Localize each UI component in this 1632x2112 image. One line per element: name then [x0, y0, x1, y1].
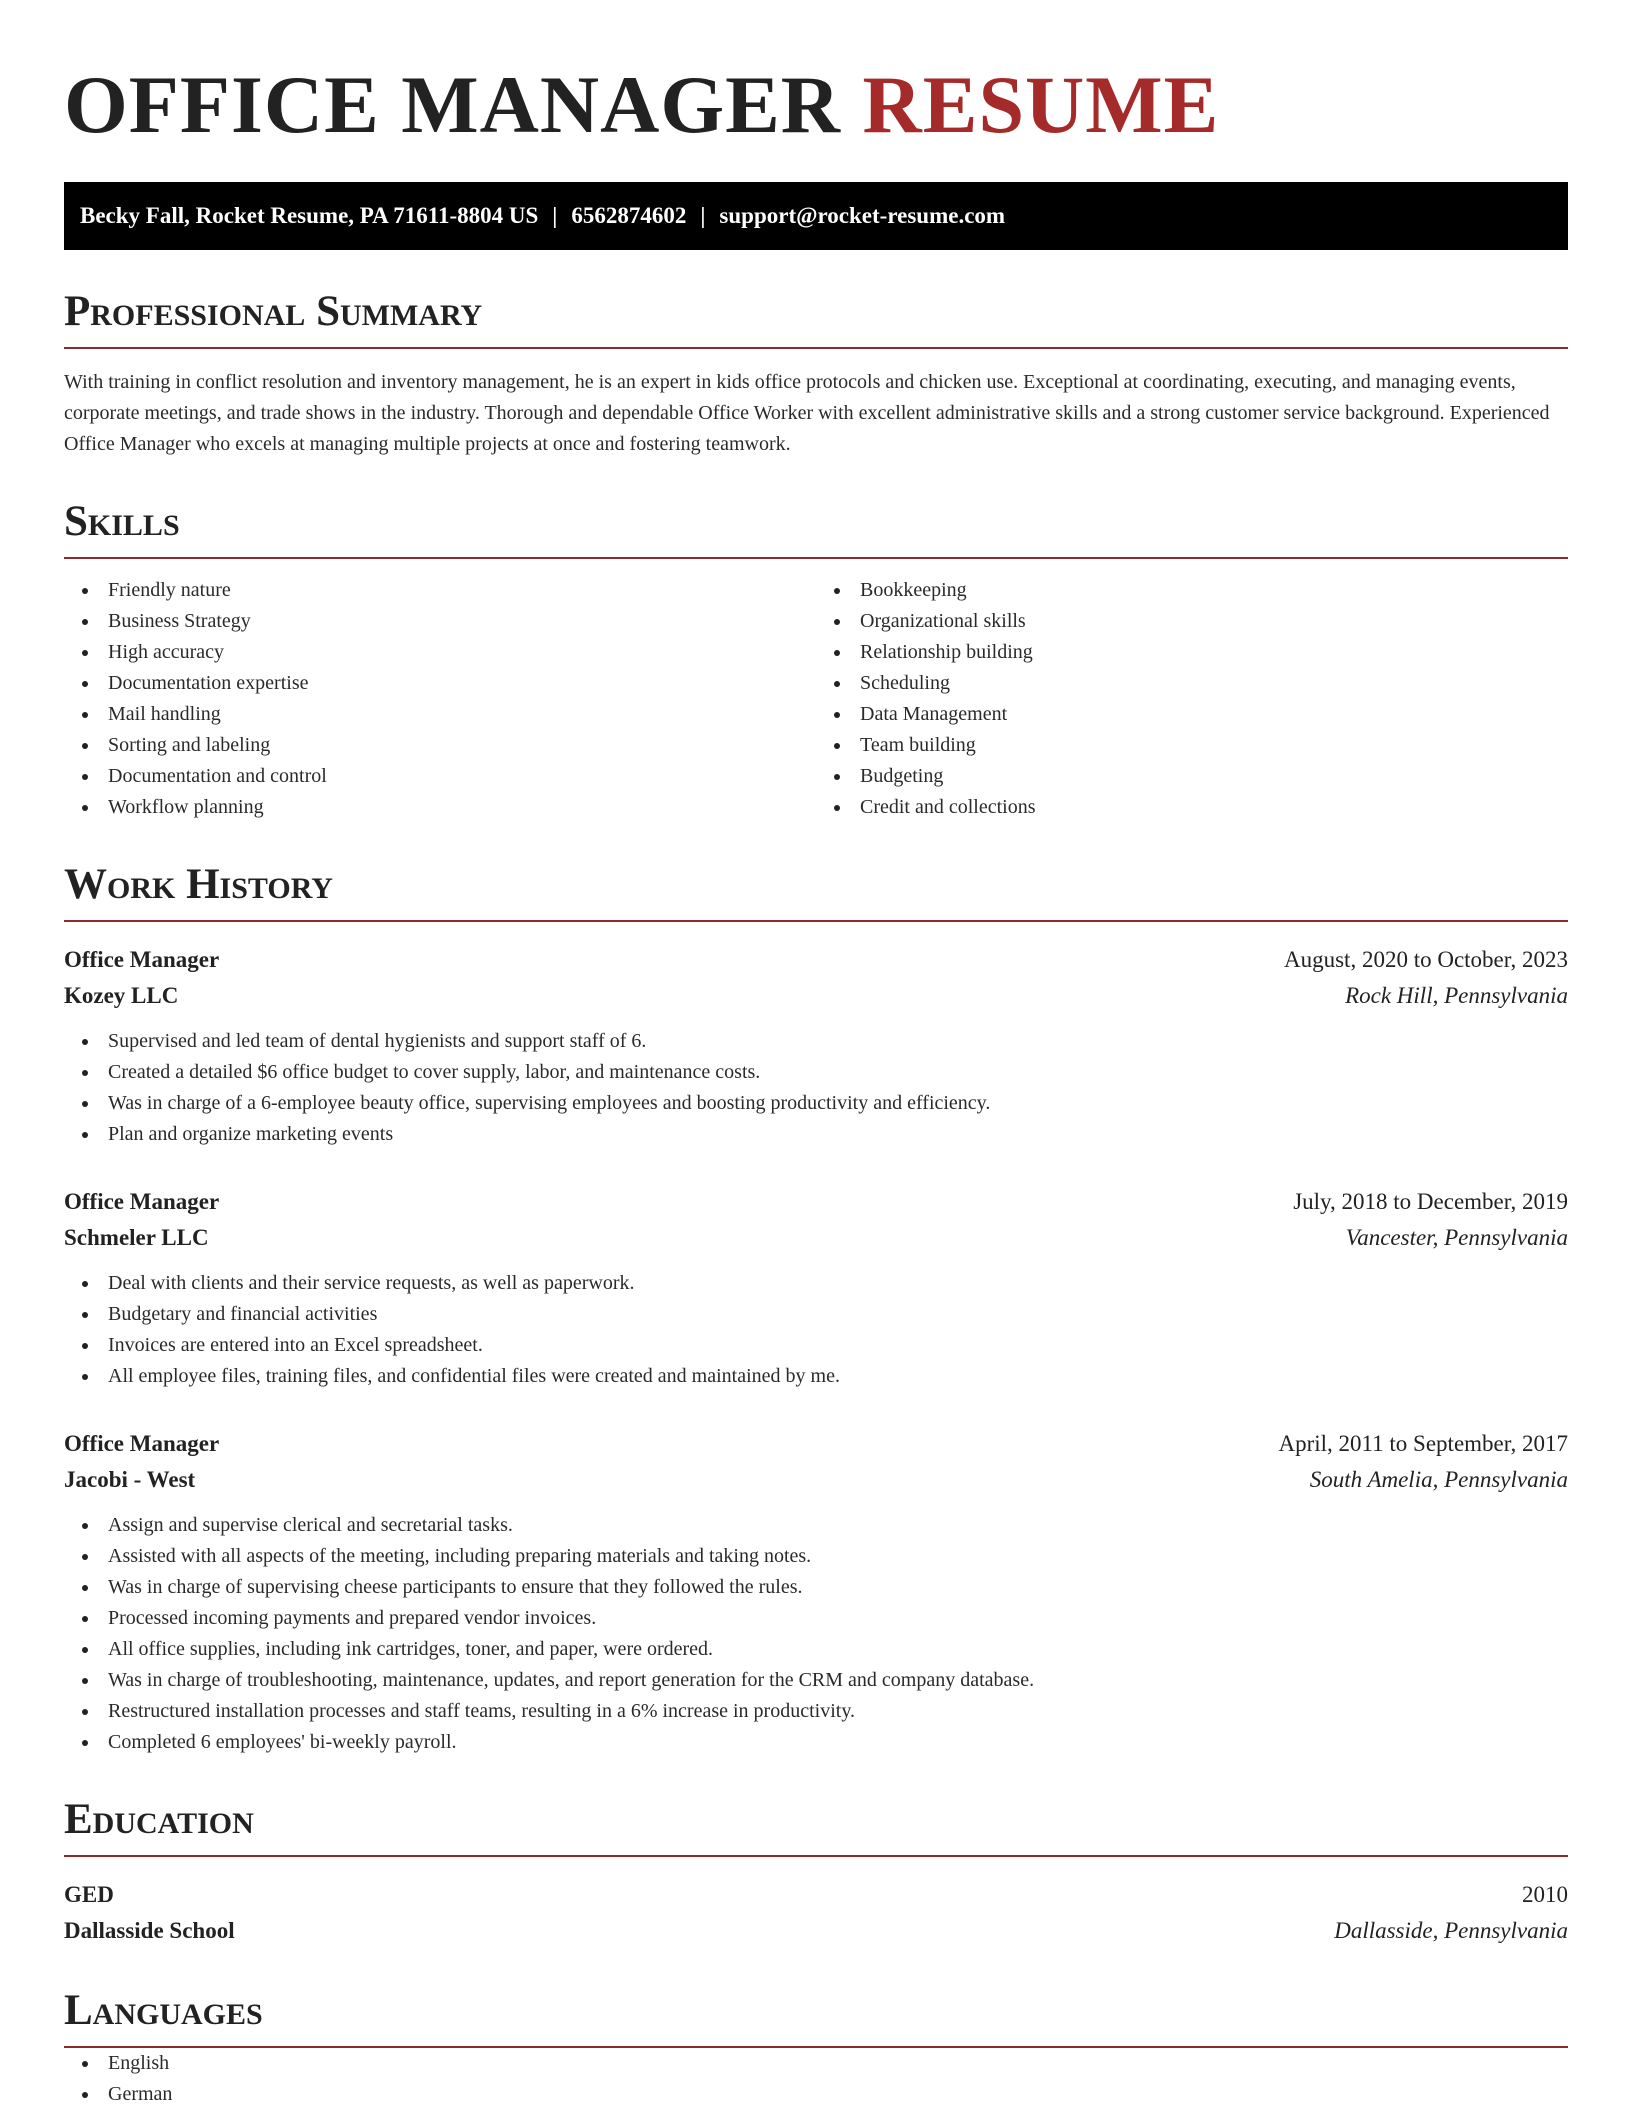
job-location: South Amelia, Pennsylvania [1309, 1467, 1568, 1492]
job-location: Vancester, Pennsylvania [1345, 1225, 1568, 1250]
language-item: English [64, 2048, 1568, 2079]
job-bullet: Plan and organize marketing events [64, 1119, 1568, 1150]
skill-item: Scheduling [816, 668, 1568, 699]
language-item: German [64, 2079, 1568, 2110]
section-heading-education: Education [64, 1798, 1568, 1857]
job-company-row [64, 1462, 1568, 1498]
skill-item: Workflow planning [64, 792, 816, 823]
job-entry [64, 942, 1568, 1150]
job-entry [64, 1184, 1568, 1392]
skill-item: Credit and collections [816, 792, 1568, 823]
job-company: Schmeler LLC [64, 1225, 209, 1250]
title-accent: RESUME [862, 59, 1220, 150]
section-heading-work: Work History [64, 863, 1568, 922]
job-title-row [64, 1184, 1568, 1220]
skill-item: Budgeting [816, 761, 1568, 792]
skill-item: High accuracy [64, 637, 816, 668]
skills-list-left [64, 575, 816, 823]
job-location: Rock Hill, Pennsylvania [1345, 983, 1568, 1008]
job-title-row [64, 942, 1568, 978]
job-bullet: Was in charge of a 6-employee beauty office, supervising employees and boosting productivity and efficiency. [64, 1088, 1568, 1119]
skill-item: Sorting and labeling [64, 730, 816, 761]
contact-email: support@rocket-resume.com [719, 203, 1006, 228]
languages-list [64, 2048, 1568, 2110]
job-title: Office Manager [64, 1189, 220, 1214]
job-company-row [64, 1220, 1568, 1256]
job-bullets [64, 1268, 1568, 1392]
job-bullet: Was in charge of supervising cheese participants to ensure that they followed the rules. [64, 1572, 1568, 1603]
contact-phone: 6562874602 [571, 203, 687, 228]
skill-item: Organizational skills [816, 606, 1568, 637]
job-title-row [64, 1426, 1568, 1462]
job-dates: August, 2020 to October, 2023 [1284, 947, 1568, 972]
job-bullet: Supervised and led team of dental hygienists and support staff of 6. [64, 1026, 1568, 1057]
job-bullet: Processed incoming payments and prepared vendor invoices. [64, 1603, 1568, 1634]
contact-separator: | [700, 203, 706, 228]
skills-section [64, 500, 1568, 823]
education-year: 2010 [1522, 1882, 1568, 1907]
job-dates: July, 2018 to December, 2019 [1293, 1189, 1568, 1214]
education-degree: GED [64, 1882, 114, 1907]
title-main: OFFICE MANAGER [64, 59, 842, 150]
job-title: Office Manager [64, 947, 220, 972]
job-bullet: Completed 6 employees' bi-weekly payroll. [64, 1727, 1568, 1758]
skill-item: Data Management [816, 699, 1568, 730]
skill-item: Business Strategy [64, 606, 816, 637]
job-company: Jacobi - West [64, 1467, 196, 1492]
skills-columns [64, 575, 1568, 823]
skill-item: Relationship building [816, 637, 1568, 668]
languages-section [64, 1989, 1568, 2110]
contact-bar [64, 182, 1568, 250]
job-bullet: Assign and supervise clerical and secretarial tasks. [64, 1510, 1568, 1541]
skill-item: Documentation and control [64, 761, 816, 792]
education-school: Dallasside School [64, 1918, 235, 1943]
skill-item: Bookkeeping [816, 575, 1568, 606]
professional-summary-section [64, 290, 1568, 460]
contact-address: Becky Fall, Rocket Resume, PA 71611-8804 US [80, 203, 539, 228]
job-bullet: Restructured installation processes and staff teams, resulting in a 6% increase in productivity. [64, 1696, 1568, 1727]
skill-item: Friendly nature [64, 575, 816, 606]
education-entry [64, 1877, 1568, 1949]
education-location: Dallasside, Pennsylvania [1334, 1918, 1568, 1943]
job-bullets [64, 1510, 1568, 1758]
resume-title [64, 59, 1568, 150]
skills-list-right [816, 575, 1568, 823]
education-degree-row [64, 1877, 1568, 1913]
section-heading-languages: Languages [64, 1989, 1568, 2048]
job-bullet: Was in charge of troubleshooting, maintenance, updates, and report generation for the CRM and company database. [64, 1665, 1568, 1696]
job-bullet: Assisted with all aspects of the meeting, including preparing materials and taking notes. [64, 1541, 1568, 1572]
job-entry [64, 1426, 1568, 1758]
summary-text: With training in conflict resolution and inventory management, he is an expert in kids office protocols and chicken use. Exceptional at coordinating, executing, and managing events, corporate meetings, and trade shows in the industry. Thorough and dependable Office Worker with excellent administrative skills and a strong customer service background. Experienced Office Manager who excels at managing multiple projects at once and fostering teamwork. [64, 371, 1550, 455]
section-heading-summary: Professional Summary [64, 290, 1568, 349]
job-bullet: Budgetary and financial activities [64, 1299, 1568, 1330]
education-school-row [64, 1913, 1568, 1949]
job-title: Office Manager [64, 1431, 220, 1456]
job-bullet: Created a detailed $6 office budget to cover supply, labor, and maintenance costs. [64, 1057, 1568, 1088]
job-bullet: Deal with clients and their service requests, as well as paperwork. [64, 1268, 1568, 1299]
job-bullets [64, 1026, 1568, 1150]
job-dates: April, 2011 to September, 2017 [1278, 1431, 1568, 1456]
skill-item: Team building [816, 730, 1568, 761]
education-section [64, 1798, 1568, 1949]
contact-separator: | [552, 203, 558, 228]
job-bullet: All employee files, training files, and confidential files were created and maintained by me. [64, 1361, 1568, 1392]
job-company: Kozey LLC [64, 983, 179, 1008]
job-bullet: All office supplies, including ink cartridges, toner, and paper, were ordered. [64, 1634, 1568, 1665]
job-bullet: Invoices are entered into an Excel spreadsheet. [64, 1330, 1568, 1361]
skill-item: Documentation expertise [64, 668, 816, 699]
job-company-row [64, 978, 1568, 1014]
skill-item: Mail handling [64, 699, 816, 730]
work-history-section [64, 863, 1568, 1758]
section-heading-skills: Skills [64, 500, 1568, 559]
